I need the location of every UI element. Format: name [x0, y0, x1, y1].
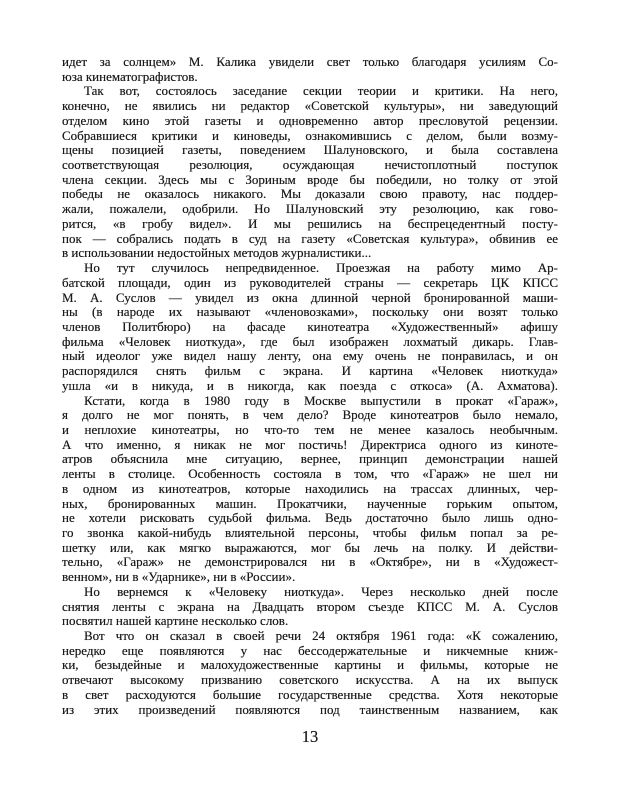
text-line: соответствующая резолюция, осуждающая нечистоплотный поступок — [62, 158, 558, 173]
text-line: рится, «в гробу видел». И мы решились на беспрецедентный посту- — [62, 216, 558, 231]
text-line: отвечают высокому призванию советского искусства. А на их выпуск — [62, 673, 558, 688]
text-line: в использовании недостойных методов журналистики... — [62, 246, 372, 261]
text-line: М. А. Суслов — увидел из окна длинной черной бронированной маши- — [62, 290, 558, 305]
text-line: я долго не мог понять, в чем дело? Вроде кинотеатров было немало, — [62, 408, 558, 423]
text-line: конечно, не явились ни редактор «Советской культуры», ни заведующий — [62, 99, 558, 114]
text-line: атров объяснила мне ситуацию, вернее, принцип демонстрации нашей — [62, 452, 558, 467]
text-line: членов Политбюро) на фасаде кинотеатра «Художественный» афишу — [62, 319, 558, 334]
text-line: победы не оказалось никакого. Мы доказали свою правоту, нас поддер- — [62, 187, 558, 202]
text-line: ленты в столице. Особенность состояла в том, что «Гараж» не шел ни — [62, 467, 558, 482]
text-line: не хотели рисковать судьбой фильма. Ведь достаточно было лишь одно- — [62, 511, 558, 526]
text-line: Так вот, состоялось заседание секции теории и критики. На него, — [84, 84, 558, 99]
text-line: жали, пожалели, одобрили. Но Шалуновский эту резолюцию, как гово- — [62, 202, 558, 217]
text-line: тельно, «Гараж» не демонстрировался ни в «Октябре», ни в «Художест- — [62, 555, 558, 570]
text-line: ных, бронированных машин. Прокатчики, наученные горьким опытом, — [62, 496, 558, 511]
text-line: юза кинематографистов. — [62, 69, 198, 84]
text-line: из этих произведений появляются под таинственным названием, как — [62, 702, 558, 717]
text-line: А что именно, я никак не мог постичь! Директриса одного из киноте- — [62, 437, 558, 452]
text-line: шетку или, как мягко выражаются, мог бы лечь на полку. И действи- — [62, 540, 558, 555]
text-line: фильма «Человек ниоткуда», где был изображен лохматый дикарь. Глав- — [62, 334, 558, 349]
text-line: Вот что он сказал в своей речи 24 октября 1961 года: «К сожалению, — [84, 629, 558, 644]
text-line: Собравшиеся критики и киноведы, ознакомившись с делом, были возму- — [62, 128, 558, 143]
text-line: посвятил нашей картине несколько слов. — [62, 614, 289, 629]
text-line: в свет расходуются большие государственные средства. Хотя некоторые — [62, 687, 558, 702]
text-line: батской площади, один из руководителей страны — секретарь ЦК КПСС — [62, 275, 558, 290]
text-line: отделом кино этой газеты и одновременно автор пресловутой рецензии. — [62, 113, 558, 128]
text-line: Но тут случилось непредвиденное. Проезжая на работу мимо Ар- — [84, 261, 558, 276]
text-line: ный идеолог уже видел нашу ленту, она ему очень не понравилась, и он — [62, 349, 558, 364]
text-line: ны (в народе их называют «членовозками», поскольку они возят только — [62, 305, 558, 320]
text-line: снятия ленты с экрана на Двадцать втором съезде КПСС М. А. Суслов — [62, 599, 558, 614]
text-block — [62, 55, 558, 717]
text-line: ки, безыдейные и малохудожественные картины и фильмы, которые не — [62, 658, 558, 673]
text-line: го звонка какой-нибудь влиятельной персоны, чтобы фильм попал за ре- — [62, 526, 558, 540]
text-line: члена секции. Здесь мы с Зориным вроде бы победили, но толку от этой — [62, 172, 558, 187]
text-line: нередко еще появляются у нас бессодержательные и никчемные книж- — [62, 643, 558, 658]
text-line: Но вернемся к «Человеку ниоткуда». Через несколько дней после — [84, 584, 558, 599]
text-line: и неплохие кинотеатры, но что-то тем не менее казалось необычным. — [62, 422, 558, 437]
text-line: в одном из кинотеатров, которые находились на трассах длинных, чер- — [62, 481, 558, 496]
text-line: пок — собрались подать в суд на газету «Советская культура», обвинив ее — [62, 231, 558, 246]
text-line: Кстати, когда в 1980 году в Москве выпустили в прокат «Гараж», — [84, 393, 558, 408]
page-number: 13 — [301, 727, 319, 746]
text-line: венном», ни в «Ударнике», ни в «России». — [62, 570, 296, 585]
text-line: щены позицией газеты, поведением Шалуновского, и была составлена — [62, 143, 558, 158]
text-line: идет за солнцем» М. Калика увидели свет только благодаря усилиям Со- — [62, 55, 558, 69]
text-line: распорядился снять фильм с экрана. И картина «Человек ниоткуда» — [62, 364, 558, 379]
text-line: ушла «и в никуда, и в никогда, как поезда с откоса» (А. Ахматова). — [62, 378, 558, 393]
